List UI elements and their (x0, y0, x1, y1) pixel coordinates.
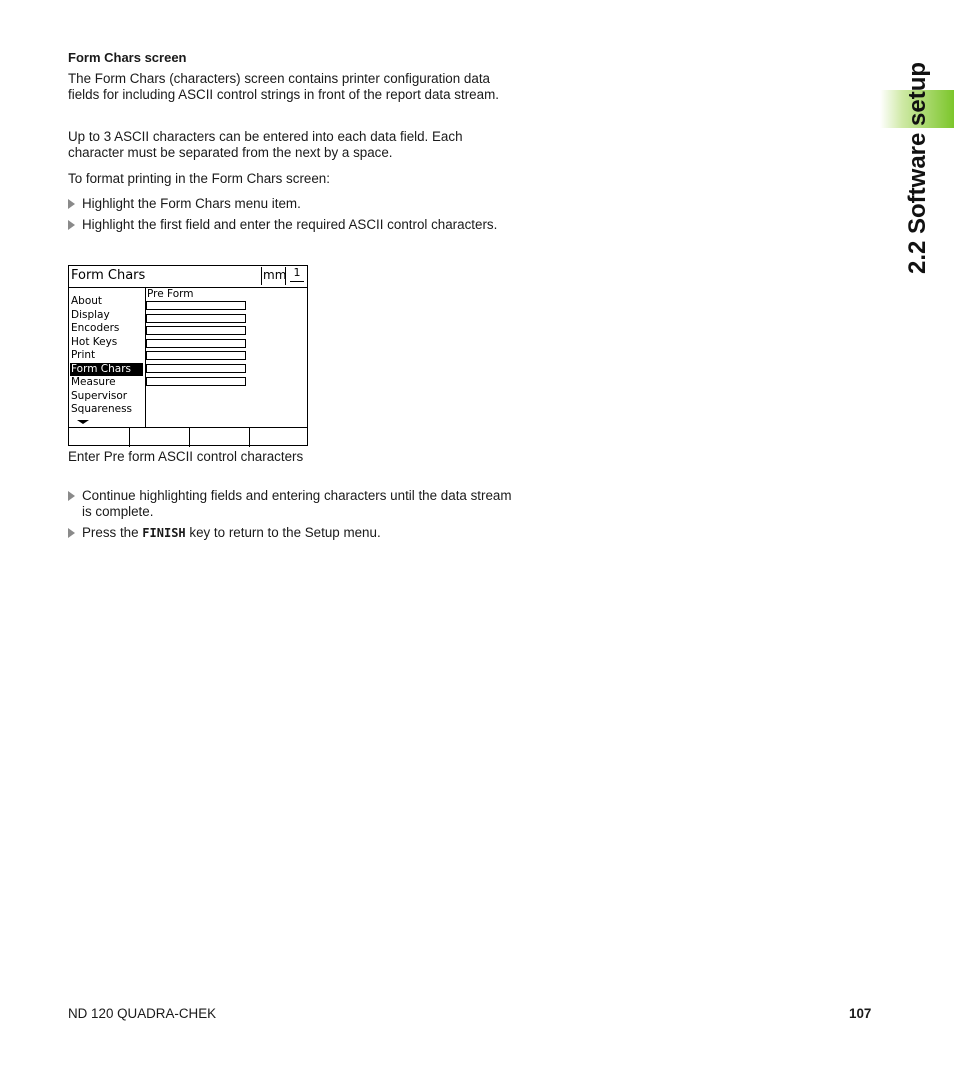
axis-indicator-value: 1 (293, 266, 301, 279)
step-item (68, 488, 518, 520)
menu-item: Display (71, 308, 110, 321)
page-number: 107 (849, 1006, 872, 1021)
menu-item: Encoders (71, 322, 120, 334)
intro-paragraph: The Form Chars (characters) screen contains printer configuration data fields for including ASCII control strings in front of the report data stream. (68, 71, 499, 102)
screen-title-bar (69, 266, 307, 288)
ascii-entry-field (146, 314, 246, 323)
ascii-entry-field (146, 351, 246, 360)
section-heading: Form Chars screen (68, 50, 187, 65)
softkey-bar (69, 427, 307, 447)
softkey (69, 428, 130, 447)
menu-item: Hot Keys (71, 335, 118, 348)
menu-item: About (71, 295, 103, 307)
step-arrow-icon (68, 491, 75, 501)
ascii-entry-field (146, 301, 246, 310)
ascii-entry-field (146, 377, 246, 386)
footer-product-name: ND 120 QUADRA-CHEK (68, 1006, 217, 1021)
units-indicator: mm (261, 267, 287, 285)
ascii-entry-field (146, 364, 246, 373)
step-item (68, 217, 518, 233)
step-text: Continue highlighting fields and entering characters until the data stream is complete. (82, 488, 512, 519)
step-arrow-icon (68, 528, 75, 538)
step-arrow-icon (68, 199, 75, 209)
softkey (189, 428, 250, 447)
menu-item: Supervisor (71, 389, 128, 402)
limit-paragraph: Up to 3 ASCII characters can be entered into each data field. Each character must be separated from the next by a space. (68, 129, 463, 160)
pre-form-label: Pre Form (147, 288, 194, 300)
step-text: Highlight the first field and enter the required ASCII control characters. (82, 217, 498, 232)
form-chars-screen-illustration (68, 265, 308, 446)
step-item (68, 525, 518, 541)
menu-item: Measure (71, 376, 116, 388)
step-text-post: key to return to the Setup menu. (185, 525, 381, 540)
axis-indicator-icon (285, 267, 308, 285)
menu-item: Print (71, 349, 96, 361)
softkey (249, 428, 307, 447)
step-arrow-icon (68, 220, 75, 230)
ascii-entry-field (146, 339, 246, 348)
screen-title: Form Chars (71, 268, 146, 283)
setup-menu-list (69, 287, 146, 427)
step-text-pre: Press the (82, 525, 143, 540)
scroll-down-icon (77, 420, 89, 424)
step-text: Highlight the Form Chars menu item. (82, 196, 301, 211)
softkey (129, 428, 190, 447)
menu-item: Squareness (71, 403, 133, 415)
menu-item: Form Chars (70, 363, 143, 376)
figure-caption: Enter Pre form ASCII control characters (68, 449, 304, 464)
instruction-lead: To format printing in the Form Chars screen: (68, 171, 330, 186)
ascii-entry-field (146, 326, 246, 335)
step-item (68, 196, 518, 212)
finish-key-label: FINISH (142, 526, 186, 540)
chapter-title: 2.2 Software setup (904, 61, 931, 275)
